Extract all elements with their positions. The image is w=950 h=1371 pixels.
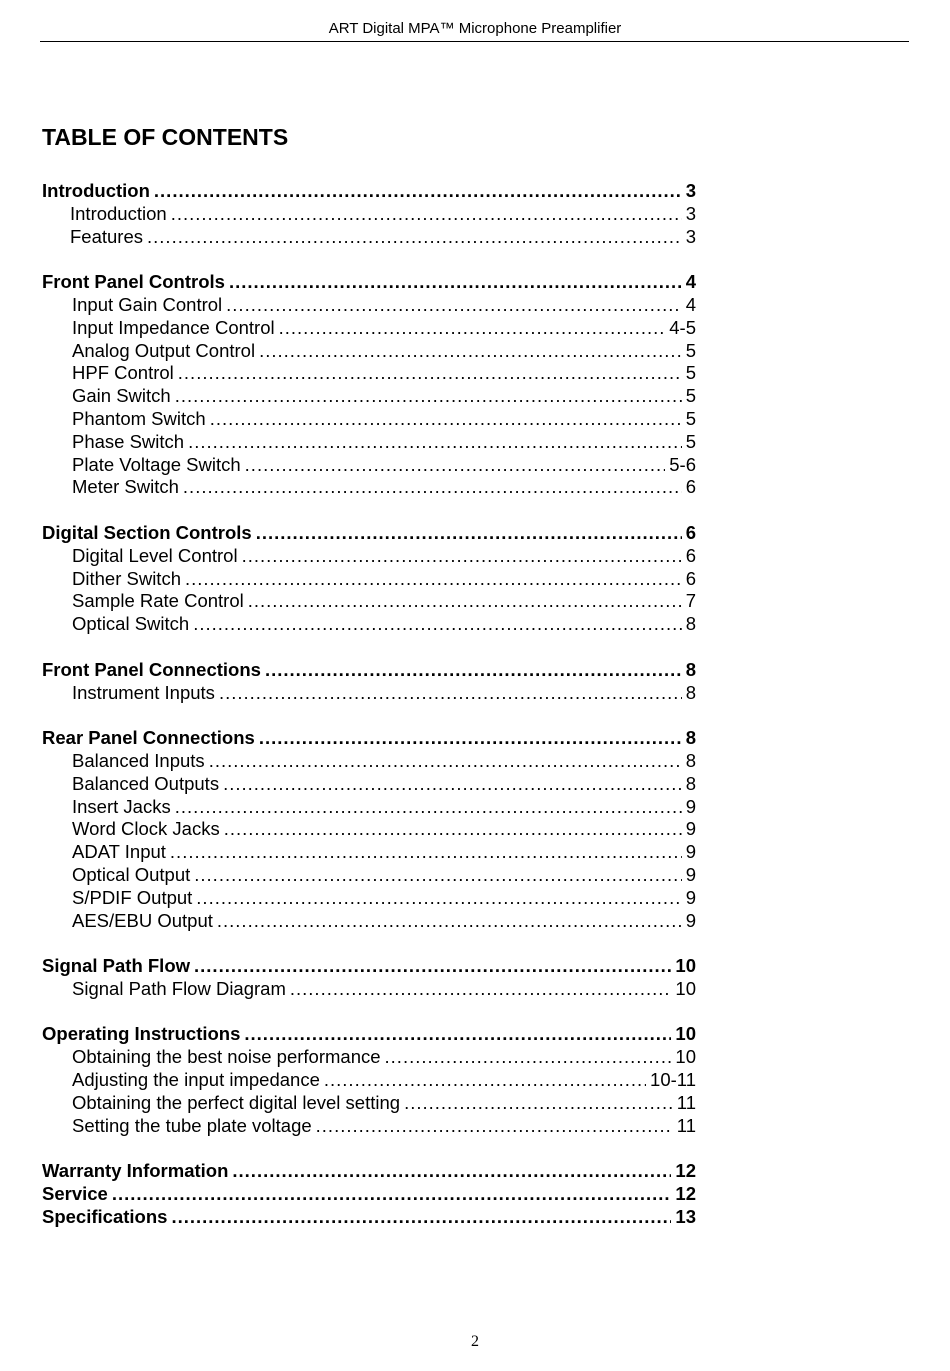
toc-entry-main[interactable] <box>42 1160 696 1183</box>
toc-entry-page: 10-11 <box>650 1069 696 1091</box>
toc-entry-page: 3 <box>685 180 696 201</box>
toc-entry-page: 12 <box>675 1183 696 1205</box>
toc-section-operating-instructions <box>42 1023 696 1137</box>
toc-entry-page: 4 <box>685 271 696 293</box>
dot-leader <box>188 431 682 454</box>
dot-leader <box>178 362 682 385</box>
dot-leader <box>209 750 682 773</box>
toc-entry-main[interactable] <box>42 522 696 545</box>
toc-entry-page: 9 <box>685 795 696 817</box>
toc-entry-label: Balanced Outputs <box>72 772 220 794</box>
toc-entry-page: 5 <box>685 430 696 452</box>
toc-entry-label: Input Impedance Control <box>72 316 275 338</box>
toc-entry-page: 5 <box>685 385 696 407</box>
toc-section-rear-panel-connections <box>42 727 696 932</box>
dot-leader <box>193 613 681 636</box>
toc-entry-page: 7 <box>685 590 696 612</box>
toc-entry-page: 8 <box>685 658 696 680</box>
dot-leader <box>226 294 682 317</box>
dot-leader <box>259 340 682 363</box>
dot-leader <box>171 203 682 226</box>
dot-leader <box>279 317 666 340</box>
toc-entry-page: 9 <box>685 909 696 931</box>
toc-entry-main[interactable] <box>42 180 696 203</box>
toc-entry-label: Optical Output <box>72 863 191 885</box>
toc-entry-sub[interactable] <box>42 978 696 1001</box>
dot-leader <box>224 818 682 841</box>
toc-entry-label: ADAT Input <box>72 841 166 863</box>
page-number: 2 <box>471 1333 479 1350</box>
toc-entry-main[interactable] <box>42 1183 696 1206</box>
toc-entry-page: 10 <box>675 1023 696 1045</box>
toc-entry-page: 9 <box>685 841 696 863</box>
toc-entry-page: 5 <box>685 407 696 429</box>
toc-entry-page: 4-5 <box>669 316 696 338</box>
toc-entry-sub[interactable] <box>42 864 696 887</box>
toc-section-digital-section-controls <box>42 522 696 636</box>
toc-entry-label: Dither Switch <box>72 567 181 589</box>
toc-entry-label: Meter Switch <box>72 476 179 498</box>
toc-entry-page: 5 <box>685 362 696 384</box>
toc-entry-label: Insert Jacks <box>72 795 171 817</box>
toc-entry-page: 12 <box>675 1160 696 1182</box>
dot-leader <box>290 978 672 1001</box>
toc-entry-label: Front Panel Connections <box>42 658 261 680</box>
toc-entry-sub[interactable] <box>42 385 696 408</box>
toc-entry-sub[interactable] <box>42 682 696 705</box>
dot-leader <box>242 545 682 568</box>
dot-leader <box>219 682 682 705</box>
toc-entry-main[interactable] <box>42 955 696 978</box>
toc-entry-page: 6 <box>685 521 696 543</box>
toc-entry-main[interactable] <box>42 727 696 750</box>
toc-entry-label: Introduction <box>42 180 150 201</box>
toc-entry-label: Sample Rate Control <box>72 590 244 612</box>
toc-entry-sub[interactable] <box>42 1046 696 1069</box>
toc-entry-label: Balanced Inputs <box>72 749 205 771</box>
toc-entry-label: HPF Control <box>72 362 174 384</box>
table-of-contents <box>42 180 696 1229</box>
dot-leader <box>183 476 682 499</box>
dot-leader <box>112 1183 672 1206</box>
dot-leader <box>185 568 682 591</box>
dot-leader <box>194 955 671 978</box>
toc-entry-label: Digital Level Control <box>72 544 238 566</box>
toc-entry-page: 8 <box>685 749 696 771</box>
toc-section-front-panel-connections <box>42 659 696 705</box>
toc-entry-sub[interactable] <box>42 362 696 385</box>
dot-leader <box>324 1069 646 1092</box>
toc-entry-label: Phantom Switch <box>72 407 206 429</box>
toc-entry-label: S/PDIF Output <box>72 886 193 908</box>
header-rule <box>40 41 909 42</box>
dot-leader <box>175 796 682 819</box>
toc-entry-page: 13 <box>675 1205 696 1227</box>
toc-entry-sub[interactable] <box>42 841 696 864</box>
toc-entry-page: 9 <box>685 886 696 908</box>
toc-entry-label: Analog Output Control <box>72 339 256 361</box>
toc-entry-sub[interactable] <box>42 910 696 933</box>
toc-entry-sub[interactable] <box>42 1092 696 1115</box>
toc-entry-page: 10 <box>675 1046 696 1068</box>
toc-entry-label: Operating Instructions <box>42 1023 241 1045</box>
dot-leader <box>217 910 682 933</box>
toc-entry-label: Service <box>42 1183 108 1205</box>
toc-entry-main[interactable] <box>42 271 696 294</box>
dot-leader <box>154 180 682 203</box>
toc-entry-sub[interactable] <box>42 887 696 910</box>
toc-entry-page: 9 <box>685 818 696 840</box>
toc-entry-sub[interactable] <box>42 317 696 340</box>
toc-entry-label: Rear Panel Connections <box>42 727 255 749</box>
toc-entry-label: AES/EBU Output <box>72 909 213 931</box>
toc-entry-sub[interactable] <box>42 818 696 841</box>
toc-entry-page: 5 <box>685 339 696 361</box>
toc-entry-page: 8 <box>685 681 696 703</box>
dot-leader <box>385 1046 672 1069</box>
toc-entry-page: 6 <box>685 567 696 589</box>
dot-leader <box>223 773 682 796</box>
toc-entry-page: 3 <box>685 202 696 224</box>
dot-leader <box>245 454 666 477</box>
running-header: ART Digital MPA™ Microphone Preamplifier <box>328 20 622 37</box>
toc-entry-label: Optical Switch <box>72 613 190 635</box>
toc-section-signal-path-flow <box>42 955 696 1001</box>
toc-entry-main[interactable] <box>42 1206 696 1229</box>
toc-entry-sub[interactable] <box>42 294 696 317</box>
toc-entry-sub[interactable] <box>42 431 696 454</box>
toc-entry-page: 10 <box>675 977 696 999</box>
toc-entry-label: Obtaining the perfect digital level setting <box>72 1091 401 1113</box>
dot-leader <box>170 841 682 864</box>
dot-leader <box>147 226 682 249</box>
toc-entry-page: 6 <box>685 476 696 498</box>
toc-entry-page: 10 <box>675 955 696 977</box>
dot-leader <box>244 1023 671 1046</box>
toc-entry-label: Instrument Inputs <box>72 681 215 703</box>
toc-entry-page: 11 <box>676 1091 696 1113</box>
toc-entry-page: 8 <box>685 772 696 794</box>
toc-entry-label: Front Panel Controls <box>42 271 225 293</box>
toc-entry-sub[interactable] <box>42 203 696 226</box>
toc-entry-main[interactable] <box>42 659 696 682</box>
toc-entry-sub[interactable] <box>42 796 696 819</box>
dot-leader <box>248 590 682 613</box>
toc-entry-label: Specifications <box>42 1205 168 1227</box>
toc-entry-label: Digital Section Controls <box>42 521 252 543</box>
toc-entry-sub[interactable] <box>42 454 696 477</box>
dot-leader <box>265 659 682 682</box>
toc-entry-label: Warranty Information <box>42 1160 229 1182</box>
toc-entry-sub[interactable] <box>42 750 696 773</box>
dot-leader <box>256 522 682 545</box>
toc-entry-page: 9 <box>685 863 696 885</box>
toc-entry-label: Signal Path Flow <box>42 955 191 977</box>
toc-entry-sub[interactable] <box>42 568 696 591</box>
toc-entry-main[interactable] <box>42 1023 696 1046</box>
dot-leader <box>210 408 682 431</box>
toc-entry-label: Phase Switch <box>72 430 185 452</box>
toc-entry-label: Gain Switch <box>72 385 171 407</box>
toc-entry-sub[interactable] <box>42 1069 696 1092</box>
toc-entry-sub[interactable] <box>42 340 696 363</box>
toc-title: TABLE OF CONTENTS <box>42 124 289 150</box>
toc-entry-page: 3 <box>685 225 696 247</box>
toc-entry-label: Introduction <box>70 202 167 224</box>
toc-entry-page: 11 <box>676 1114 696 1136</box>
toc-entry-label: Adjusting the input impedance <box>72 1069 320 1091</box>
dot-leader <box>232 1160 671 1183</box>
dot-leader <box>171 1206 671 1229</box>
toc-entry-sub[interactable] <box>42 590 696 613</box>
toc-entry-label: Obtaining the best noise performance <box>72 1046 381 1068</box>
toc-entry-sub[interactable] <box>42 545 696 568</box>
toc-section-introduction <box>42 180 696 248</box>
dot-leader <box>194 864 681 887</box>
toc-entry-label: Setting the tube plate voltage <box>72 1114 312 1136</box>
toc-entry-page: 6 <box>685 544 696 566</box>
toc-entry-sub[interactable] <box>42 408 696 431</box>
dot-leader <box>316 1115 673 1138</box>
toc-entry-label: Input Gain Control <box>72 293 223 315</box>
toc-entry-sub[interactable] <box>42 476 696 499</box>
toc-entry-sub[interactable] <box>42 773 696 796</box>
dot-leader <box>229 271 682 294</box>
dot-leader <box>259 727 682 750</box>
toc-section-front-panel-controls <box>42 271 696 499</box>
toc-entry-sub[interactable] <box>42 226 696 249</box>
toc-entry-label: Signal Path Flow Diagram <box>72 977 286 999</box>
toc-entry-label: Plate Voltage Switch <box>72 453 241 475</box>
toc-entry-sub[interactable] <box>42 1115 696 1138</box>
dot-leader <box>404 1092 673 1115</box>
toc-entry-label: Word Clock Jacks <box>72 818 220 840</box>
toc-entry-page: 8 <box>685 613 696 635</box>
toc-section-closing <box>42 1160 696 1228</box>
toc-entry-page: 8 <box>685 727 696 749</box>
toc-entry-page: 4 <box>685 293 696 315</box>
toc-entry-sub[interactable] <box>42 613 696 636</box>
dot-leader <box>196 887 681 910</box>
toc-entry-label: Features <box>70 225 144 247</box>
dot-leader <box>175 385 682 408</box>
toc-entry-page: 5-6 <box>669 453 696 475</box>
